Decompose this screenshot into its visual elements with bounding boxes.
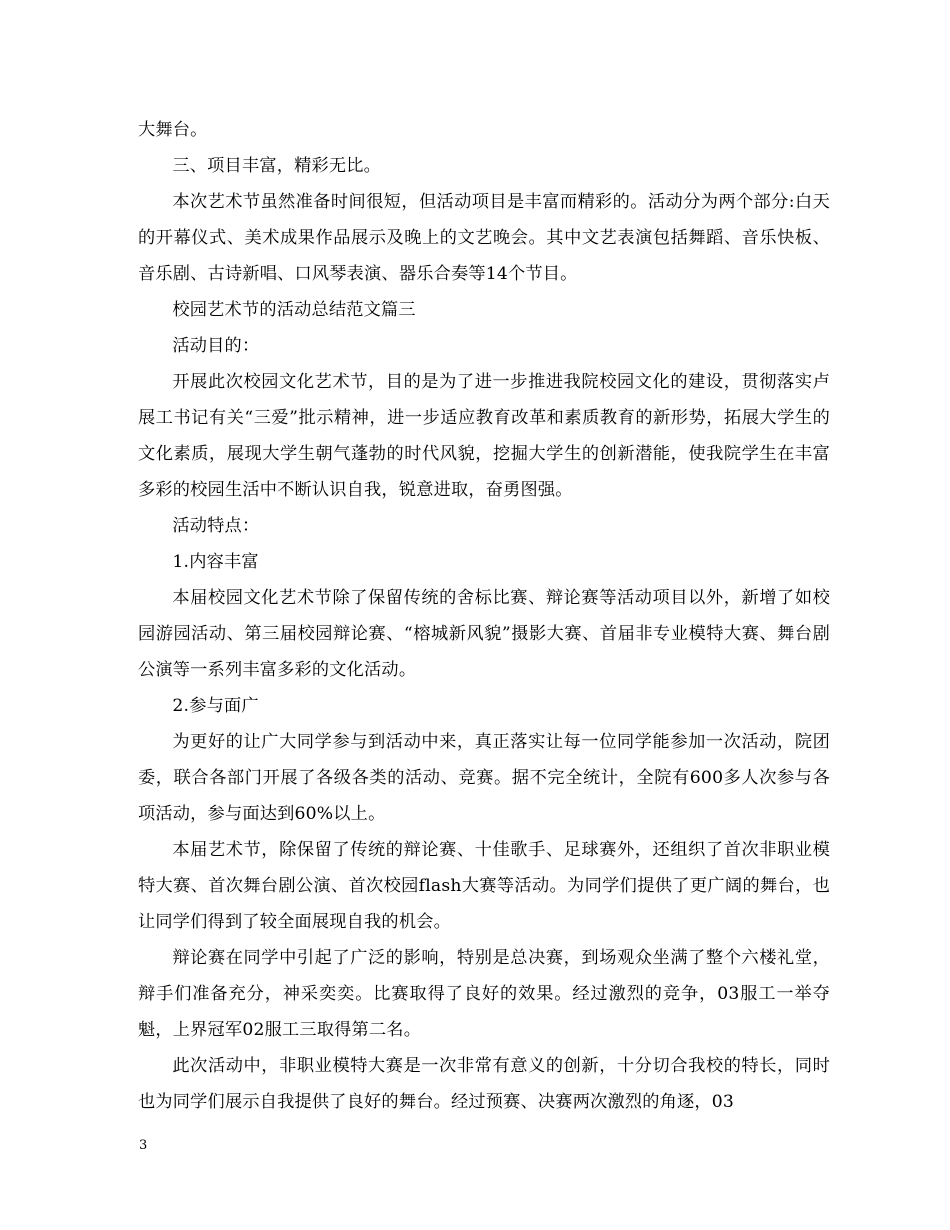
paragraph: 本届艺术节，除保留了传统的辩论赛、十佳歌手、足球赛外，还组织了首次非职业模特大赛、首次舞台剧公演、首次校园flash大赛等活动。为同学们提供了更广阔的舞台，也让同学们得到了较全面展现自我的机会。	[138, 840, 830, 932]
paragraph-continuation: 大舞台。	[138, 120, 208, 140]
subheading-purpose: 活动目的：	[172, 336, 260, 356]
page-number: 3	[139, 1138, 148, 1153]
article-title: 校园艺术节的活动总结范文篇三	[172, 300, 416, 320]
paragraph: 此次活动中，非职业模特大赛是一次非常有意义的创新，十分切合我校的特长，同时也为同学们展示自我提供了良好的舞台。经过预赛、决赛两次激烈的角逐，03	[138, 1056, 830, 1112]
subheading-features: 活动特点：	[172, 516, 260, 536]
paragraph: 开展此次校园文化艺术节，目的是为了进一步推进我院校园文化的建设，贯彻落实卢展工书记有关“三爱”批示精神，进一步适应教育改革和素质教育的新形势，拓展大学生的文化素质，展现大学生朝气蓬勃的时代风貌，挖掘大学生的创新潜能，使我院学生在丰富多彩的校园生活中不断认识自我，锐意进取，奋勇图强。	[138, 372, 830, 500]
paragraph: 为更好的让广大同学参与到活动中来，真正落实让每一位同学能参加一次活动，院团委，联合各部门开展了各级各类的活动、竞赛。据不完全统计，全院有600多人次参与各项活动，参与面达到60%以上。	[138, 732, 830, 824]
list-heading-participation: 2.参与面广	[172, 696, 259, 716]
paragraph: 本次艺术节虽然准备时间很短，但活动项目是丰富而精彩的。活动分为两个部分:白天的开幕仪式、美术成果作品展示及晚上的文艺晚会。其中文艺表演包括舞蹈、音乐快板、音乐剧、古诗新唱、口风琴表演、器乐合奏等14个节目。	[138, 192, 830, 284]
section-heading: 三、项目丰富，精彩无比。	[172, 156, 382, 176]
list-heading-content: 1.内容丰富	[172, 552, 259, 572]
paragraph: 本届校园文化艺术节除了保留传统的舍标比赛、辩论赛等活动项目以外，新增了如校园游园活动、第三届校园辩论赛、“榕城新风貌”摄影大赛、首届非专业模特大赛、舞台剧公演等一系列丰富多彩的文化活动。	[138, 588, 830, 680]
paragraph: 辩论赛在同学中引起了广泛的影响，特别是总决赛，到场观众坐满了整个六楼礼堂，辩手们准备充分，神采奕奕。比赛取得了良好的效果。经过激烈的竞争，03服工一举夺魁，上界冠军02服工三取得第二名。	[138, 948, 830, 1040]
body-text	[138, 112, 830, 1120]
